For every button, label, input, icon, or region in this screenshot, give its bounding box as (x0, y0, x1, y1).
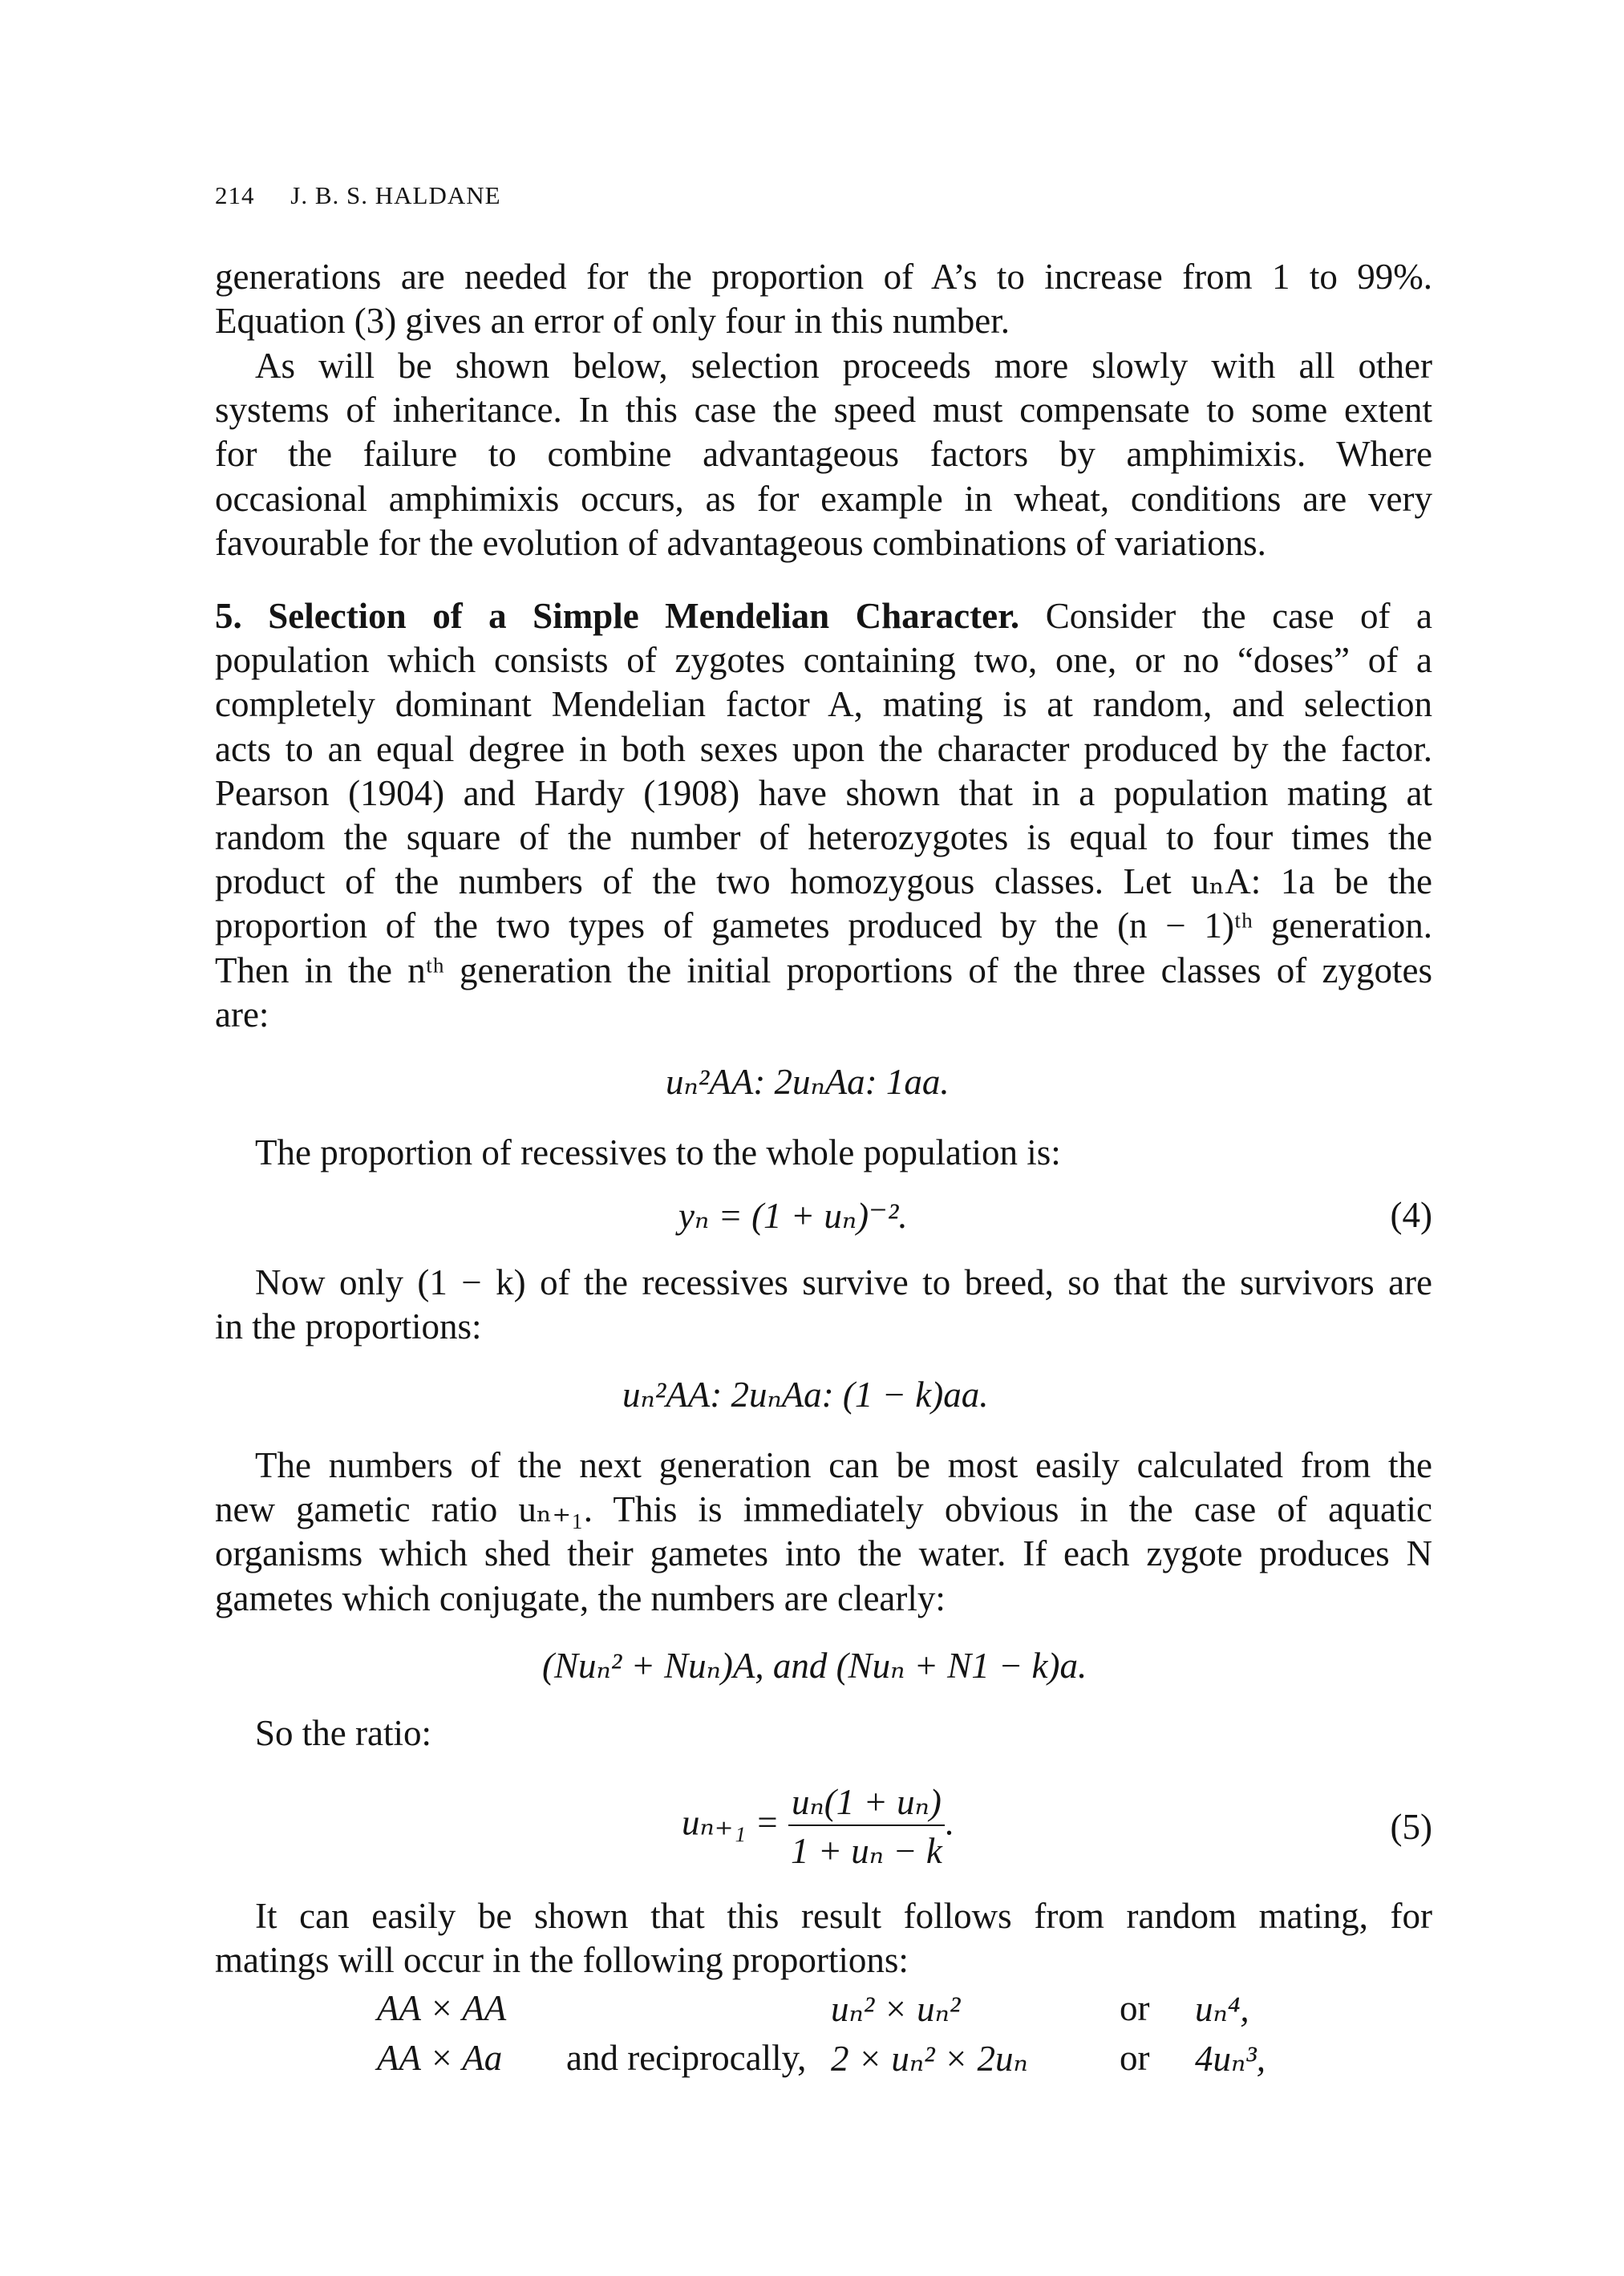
text-line: matings will occur in the following proportions: (215, 1940, 909, 1981)
fraction-denominator: 1 + uₙ − k (790, 1831, 942, 1871)
fraction (788, 1780, 945, 1872)
equation-5-tail: . (944, 1802, 954, 1843)
mating-result: uₙ⁴, (1195, 1989, 1249, 2029)
equation-zygotes (666, 1060, 950, 1103)
equation-text: yₙ = (1 + uₙ)⁻². (678, 1196, 908, 1236)
text-line: Now only (1 − k) of the recessives survive to breed, so that the survivors are (255, 1262, 1432, 1302)
equation-4 (678, 1194, 908, 1237)
text-line: systems of inheritance. In this case the speed must compensate to some extent (215, 390, 1432, 431)
text-line: population which consists of zygotes containing two, one, or no “doses” of a (215, 640, 1432, 681)
text-line: Pearson (1904) and Hardy (1908) have shown that in a population mating at (215, 772, 1432, 813)
equation-text: (Nuₙ² + Nuₙ)A, and (Nuₙ + N1 − k)a. (542, 1646, 1087, 1686)
text-line: organisms which shed their gametes into the water. If each zygote produces N (215, 1533, 1432, 1574)
mating-result: 4uₙ³, (1195, 2039, 1266, 2079)
text-line: generations are needed for the proportion of A’s to increase from 1 to 99%. (215, 257, 1432, 297)
mating-or: or (1120, 1988, 1150, 2028)
text-line: It can easily be shown that this result follows from random mating, for (255, 1896, 1432, 1936)
section-first-line (215, 594, 1432, 638)
paragraph-continuation (215, 255, 1432, 343)
paragraph-next-generation (215, 1444, 1432, 1621)
running-head (215, 181, 501, 210)
paragraph-selection-speed (215, 344, 1432, 565)
text-line: gametes which conjugate, the numbers are clearly: (215, 1577, 946, 1618)
text-line: proportion of the two types of gametes produced by the (n − 1)ᵗʰ generation. (215, 905, 1432, 946)
text-line: So the ratio: (255, 1713, 431, 1753)
text-line: The proportion of recessives to the whole population is: (255, 1132, 1061, 1172)
text-line: random the square of the number of heterozygotes is equal to four times the (215, 816, 1432, 857)
mating-type: AA × AA (377, 1988, 507, 2028)
text-line: for the failure to combine advantageous factors by amphimixis. Where (215, 434, 1432, 475)
text-fragment: Consider the case of a (1045, 596, 1432, 636)
page-number: 214 (215, 181, 255, 209)
paragraph-random-mating (215, 1894, 1432, 1982)
text-line: Then in the nᵗʰ generation the initial proportions of the three classes of zygotes (215, 950, 1432, 990)
text-line: new gametic ratio uₙ₊₁. This is immediately obvious in the case of aquatic (215, 1489, 1432, 1530)
equation-5-lhs: uₙ₊₁ = (682, 1802, 780, 1843)
fraction-numerator: uₙ(1 + uₙ) (788, 1780, 945, 1826)
equation-numbers (542, 1644, 1087, 1687)
paragraph-survivors (215, 1261, 1432, 1349)
mating-type: AA × Aa (377, 2038, 503, 2078)
text-line: are: (215, 994, 269, 1035)
equation-4-number: (4) (1390, 1195, 1432, 1235)
paragraph-recessives (215, 1131, 1432, 1175)
text-line: Equation (3) gives an error of only four in this number. (215, 301, 1010, 342)
mating-product: uₙ² × uₙ² (831, 1989, 961, 2029)
text-line: The numbers of the next generation can be most easily calculated from the (255, 1445, 1432, 1485)
text-line: occasional amphimixis occurs, as for example in wheat, conditions are very (215, 478, 1432, 519)
section-5 (215, 594, 1432, 1037)
equation-5-number: (5) (1390, 1807, 1432, 1847)
author-name: J. B. S. HALDANE (290, 181, 501, 209)
text-line: in the proportions: (215, 1306, 482, 1347)
text-line: completely dominant Mendelian factor A, mating is at random, and selection (215, 684, 1432, 725)
text-line: product of the numbers of the two homozygous classes. Let uₙA: 1a be the (215, 861, 1432, 902)
equation-text: uₙ²AA: 2uₙAa: 1aa. (666, 1062, 950, 1102)
text-line: acts to an equal degree in both sexes upon the character produced by the factor. (215, 728, 1432, 769)
text-line: As will be shown below, selection proceeds more slowly with all other (255, 346, 1432, 386)
equation-survivors (622, 1373, 988, 1415)
equation-5 (682, 1780, 954, 1872)
section-heading: 5. Selection of a Simple Mendelian Character. (215, 596, 1020, 636)
text-line: favourable for the evolution of advantageous combinations of variations. (215, 522, 1266, 563)
mating-note: and reciprocally, (566, 2038, 807, 2078)
mating-or: or (1120, 2038, 1150, 2078)
mating-product: 2 × uₙ² × 2uₙ (831, 2039, 1028, 2079)
paragraph-ratio (215, 1711, 1432, 1756)
equation-text: uₙ²AA: 2uₙAa: (1 − k)aa. (622, 1375, 989, 1415)
